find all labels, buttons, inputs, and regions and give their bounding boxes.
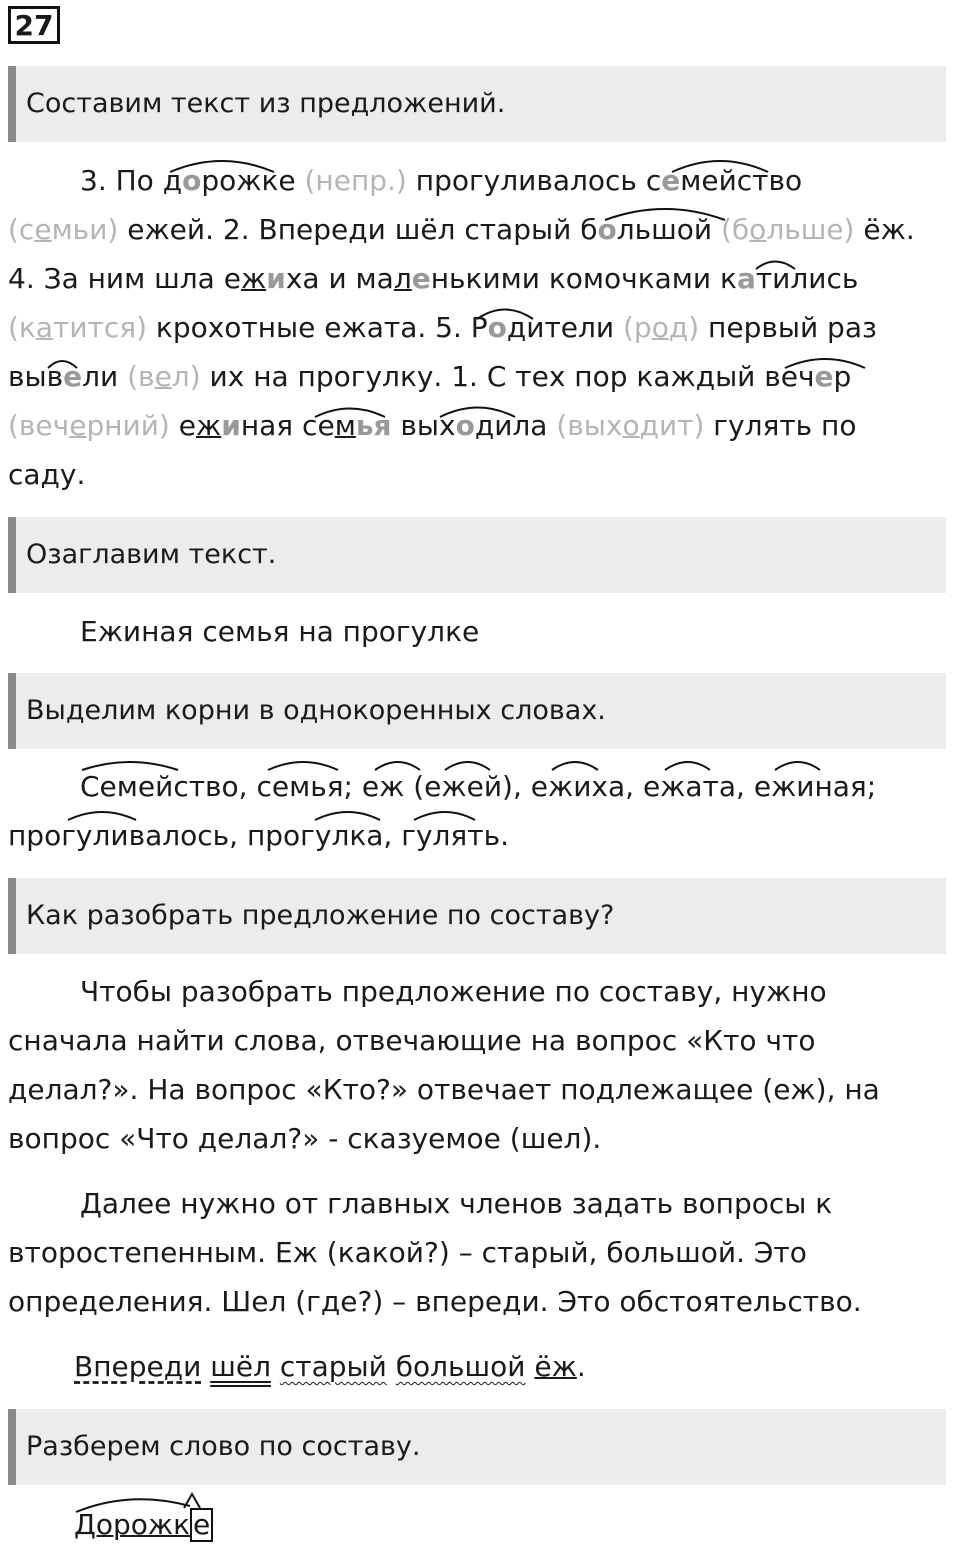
paragraph2-line-3: определения. Шел (где?) – впереди. Это обстоятельство. <box>8 1285 862 1318</box>
attribute-word-1: старый <box>279 1350 387 1383</box>
sentence-end: . <box>576 1350 586 1383</box>
paragraph2-line-2: второстепенным. Еж (какой?) – старый, большой. Это <box>8 1236 807 1269</box>
word-root: Дорожк <box>74 1508 191 1541</box>
section-heading-word-parse: Разберем слово по составу. <box>8 1409 946 1485</box>
word-ending: е <box>190 1508 213 1542</box>
section-heading-compose: Составим текст из предложений. <box>8 66 946 142</box>
exercise-number: 27 <box>8 6 60 44</box>
attribute-word-2: большой <box>395 1350 526 1383</box>
paragraph1-line-2: сначала найти слова, отвечающие на вопрос «Кто что <box>8 1024 816 1057</box>
story-title: Ежиная семья на прогулке <box>80 615 480 648</box>
section-heading-title: Озаглавим текст. <box>8 517 946 593</box>
section-heading-parse: Как разобрать предложение по составу? <box>8 878 946 954</box>
parsed-sentence <box>74 1350 586 1383</box>
paragraph2-line-1: Далее нужно от главных членов задать вопросы к <box>80 1187 833 1220</box>
text-line-2: (семьи) ежей. 2. Впереди шёл старый большой (больше) ёж. <box>8 213 915 246</box>
paragraph1-line-3: делал?». На вопрос «Кто?» отвечает подлежащее (еж), на <box>8 1073 880 1106</box>
paragraph1-line-4: вопрос «Что делал?» - сказуемое (шел). <box>8 1122 602 1155</box>
word-morphemes <box>74 1508 213 1542</box>
section-heading-roots: Выделим корни в однокоренных словах. <box>8 673 946 749</box>
paragraph1-line-1: Чтобы разобрать предложение по составу, нужно <box>80 975 827 1008</box>
predicate-word: шёл <box>210 1350 271 1383</box>
adverbial-word: Впереди <box>74 1350 202 1383</box>
text-line-1: 3. По дорожке (непр.) прогуливалось семейство <box>80 164 803 197</box>
roots-line-1: Семейство, семья; еж (ежей), ежиха, ежата, ежиная; <box>80 770 877 803</box>
text-line-6: (вечерний) ежиная семья выходила (выходит) гулять по <box>8 409 857 442</box>
roots-line-2: прогуливалось, прогулка, гулять. <box>8 819 509 852</box>
text-line-4: (катится) крохотные ежата. 5. Родители (род) первый раз <box>8 311 877 344</box>
subject-word: ёж <box>534 1350 577 1383</box>
text-line-7: саду. <box>8 458 86 491</box>
text-line-5: вывели (вел) их на прогулку. 1. С тех пор каждый вечер <box>8 360 852 393</box>
text-line-3: 4. За ним шла ежиха и маленькими комочками катились <box>8 262 859 295</box>
